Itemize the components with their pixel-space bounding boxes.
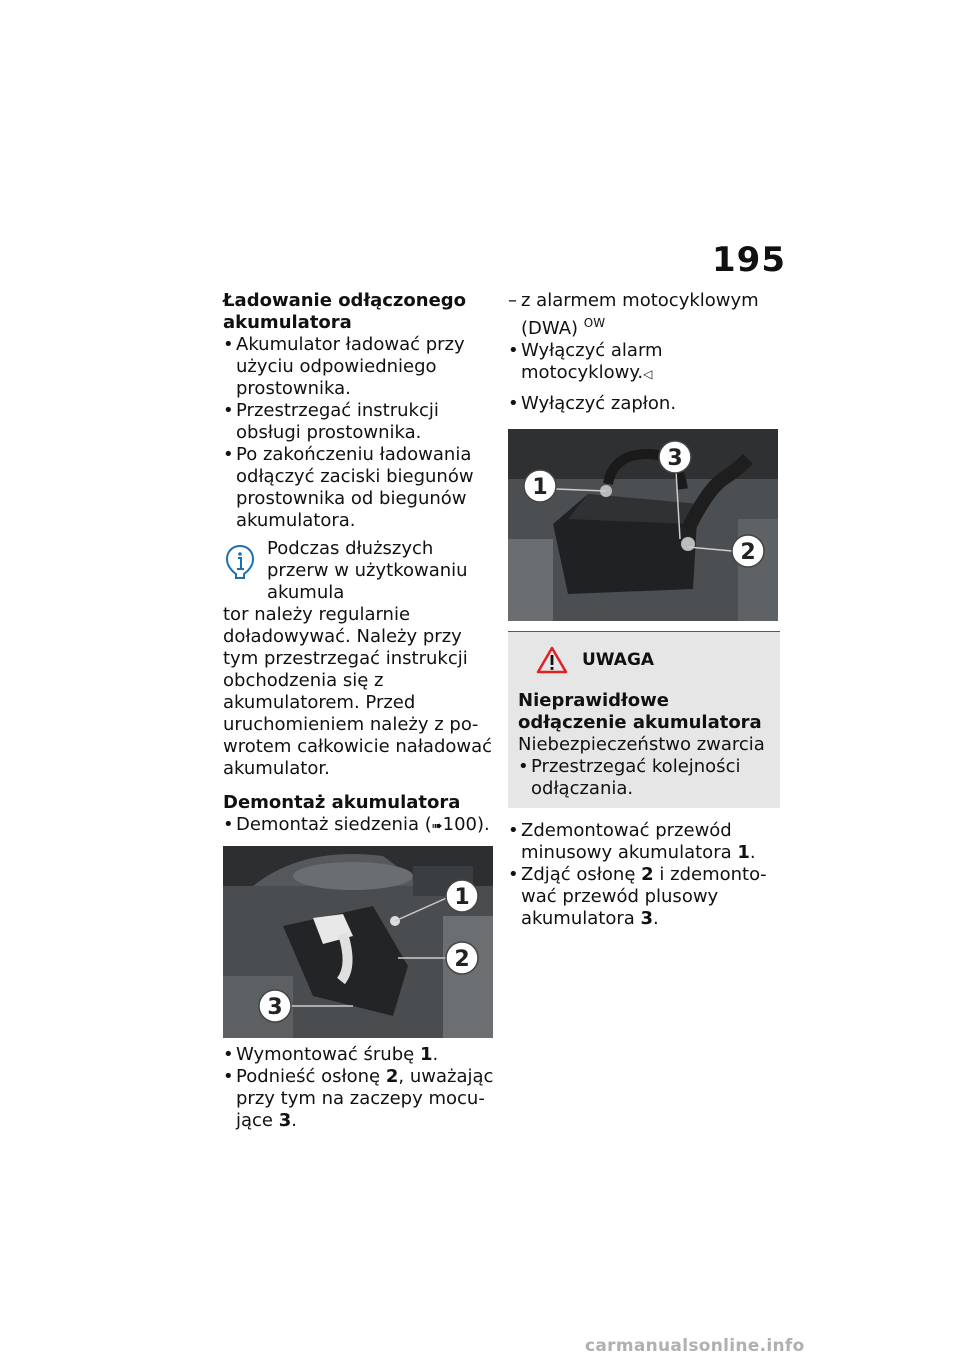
charging-bullet-1: • Akumulator ładować przy użyciu odpowiedniego prostownika. bbox=[223, 334, 495, 400]
step-ref-number: 1 bbox=[419, 1044, 433, 1065]
battery-terminals-illustration bbox=[508, 429, 778, 621]
charging-heading: Ładowanie odłączonego akumulatora bbox=[223, 290, 467, 333]
info-text: tor należy regularnie doładowywać. Należy przy tym przestrzegać instrukcji obchodzenia się z akumulatorem. Przed uruchomieniem należy z powrotem całkowicie naładować akumulator. bbox=[223, 604, 493, 779]
step-text: Zdemontować przewód minusowy akumulatora bbox=[521, 820, 738, 863]
removal-bullet-seat bbox=[223, 814, 495, 838]
step-lift-cover bbox=[223, 1066, 495, 1132]
page-number: 195 bbox=[712, 240, 786, 280]
right-column bbox=[508, 290, 780, 930]
callout-3: 3 bbox=[267, 995, 283, 1020]
battery-cover-photo bbox=[223, 846, 493, 1038]
seat-text-end: ). bbox=[477, 814, 490, 835]
removal-heading: Demontaż akumulatora bbox=[223, 792, 461, 813]
callout-2: 2 bbox=[740, 540, 756, 565]
warning-triangle-icon bbox=[536, 646, 568, 674]
warning-header bbox=[518, 646, 770, 674]
info-note bbox=[223, 538, 495, 780]
page-ref-arrow-icon: ➠ bbox=[431, 819, 443, 834]
step-end: . bbox=[291, 1110, 297, 1131]
step-disable-alarm bbox=[508, 340, 780, 385]
info-icon bbox=[225, 544, 255, 580]
page-ref-link[interactable]: 100 bbox=[442, 814, 477, 835]
step-text: Zdjąć osłonę bbox=[521, 864, 642, 885]
alarm-condition bbox=[508, 290, 780, 340]
callout-3: 3 bbox=[667, 446, 683, 471]
step-ignition-off: • Wyłączyć zapłon. bbox=[508, 393, 780, 415]
warning-box bbox=[508, 631, 780, 808]
warning-bullet: • Przestrzegać kolejności odłączania. bbox=[518, 756, 770, 800]
step-ref-number: 1 bbox=[737, 842, 750, 863]
battery-cover-illustration bbox=[223, 846, 493, 1038]
step-remove-screw bbox=[223, 1044, 495, 1066]
step-end: . bbox=[653, 908, 659, 929]
warning-subheading: Nieprawidłowe odłączenie akumulatora bbox=[518, 690, 762, 733]
step-text: Wymontować śrubę bbox=[236, 1044, 420, 1065]
step-text: Wyłączyć alarm motocyklowy. bbox=[521, 340, 663, 383]
step-text-mid: , uważając przy tym na zaczepy mocujące bbox=[236, 1066, 494, 1131]
step-ref-number: 2 bbox=[641, 864, 654, 885]
option-marker: OW bbox=[583, 316, 606, 330]
info-first-line: Podczas dłuższych przerw w użytkowaniu akumula bbox=[267, 538, 468, 603]
step-ref-number: 2 bbox=[385, 1066, 399, 1087]
step-text: Podnieść osłonę bbox=[236, 1066, 386, 1087]
step-remove-positive bbox=[508, 864, 780, 930]
end-mark-icon: ◁ bbox=[643, 367, 653, 381]
charging-bullet-3: • Po zakończeniu ładowania odłączyć zaciski biegunów prostownika od biegunów akumulatora. bbox=[223, 444, 495, 532]
battery-terminals-photo bbox=[508, 429, 778, 621]
step-ref-number: 3 bbox=[278, 1110, 292, 1131]
step-end: . bbox=[432, 1044, 439, 1065]
callout-2: 2 bbox=[454, 947, 470, 972]
step-ref-number: 3 bbox=[640, 908, 654, 929]
seat-text: Demontaż siedzenia ( bbox=[236, 814, 432, 835]
warning-text: Niebezpieczeństwo zwarcia bbox=[518, 734, 765, 755]
callout-1: 1 bbox=[532, 475, 548, 500]
watermark: carmanualsonline.info bbox=[585, 1336, 805, 1356]
alarm-condition-text: z alarmem motocyklowym (DWA) bbox=[521, 290, 759, 339]
charging-bullet-2: • Przestrzegać instrukcji obsługi prostownika. bbox=[223, 400, 495, 444]
callout-1: 1 bbox=[454, 885, 470, 910]
left-column bbox=[223, 290, 495, 1132]
step-remove-negative bbox=[508, 820, 780, 864]
step-text-mid: i zdemontować przewód plusowy akumulatora bbox=[521, 864, 767, 929]
warning-title: UWAGA bbox=[582, 650, 655, 670]
step-end: . bbox=[749, 842, 756, 863]
